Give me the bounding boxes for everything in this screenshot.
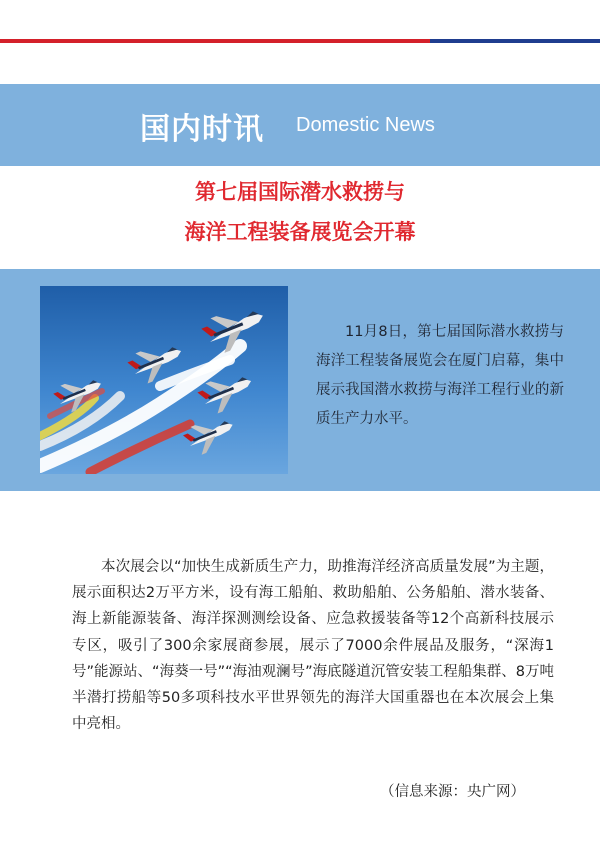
source-credit: （信息来源：央广网） (380, 784, 525, 800)
section-banner (0, 84, 600, 166)
body-paragraph: 本次展会以“加快生成新质生产力，助推海洋经济高质量发展”为主题，展示面积达2万平方米，设有海工船舶、救助船舶、公务船舶、潜水装备、海上新能源装备、海洋探测测绘设备、应急救援装备等12个高新科技展示专区，吸引了300余家展商参展，展示了7000余件展品及服务，“深海1号”能源站、“海葵一号”“海油观澜号”海底隧道沉管安装工程船集群、8万吨半潜打捞船等50多项科技水平世界领先的海洋大国重器也在本次展会上集中亮相。 (72, 559, 554, 733)
lead-paragraph: 11月8日，第七届国际潜水救捞与海洋工程装备展览会在厦门启幕，集中展示我国潜水救捞与海洋工程行业的新质生产力水平。 (316, 324, 564, 427)
headline-line-2: 海洋工程装备展览会开幕 (184, 220, 416, 244)
section-title-en: Domestic News (296, 114, 435, 136)
top-rule-blue (430, 39, 600, 43)
top-rule-red (0, 39, 430, 43)
section-title-cn: 国内时讯 (140, 112, 264, 147)
top-rule (0, 39, 600, 43)
headline-line-1: 第七届国际潜水救捞与 (195, 180, 405, 204)
aerobatic-jets-photo (40, 286, 288, 474)
